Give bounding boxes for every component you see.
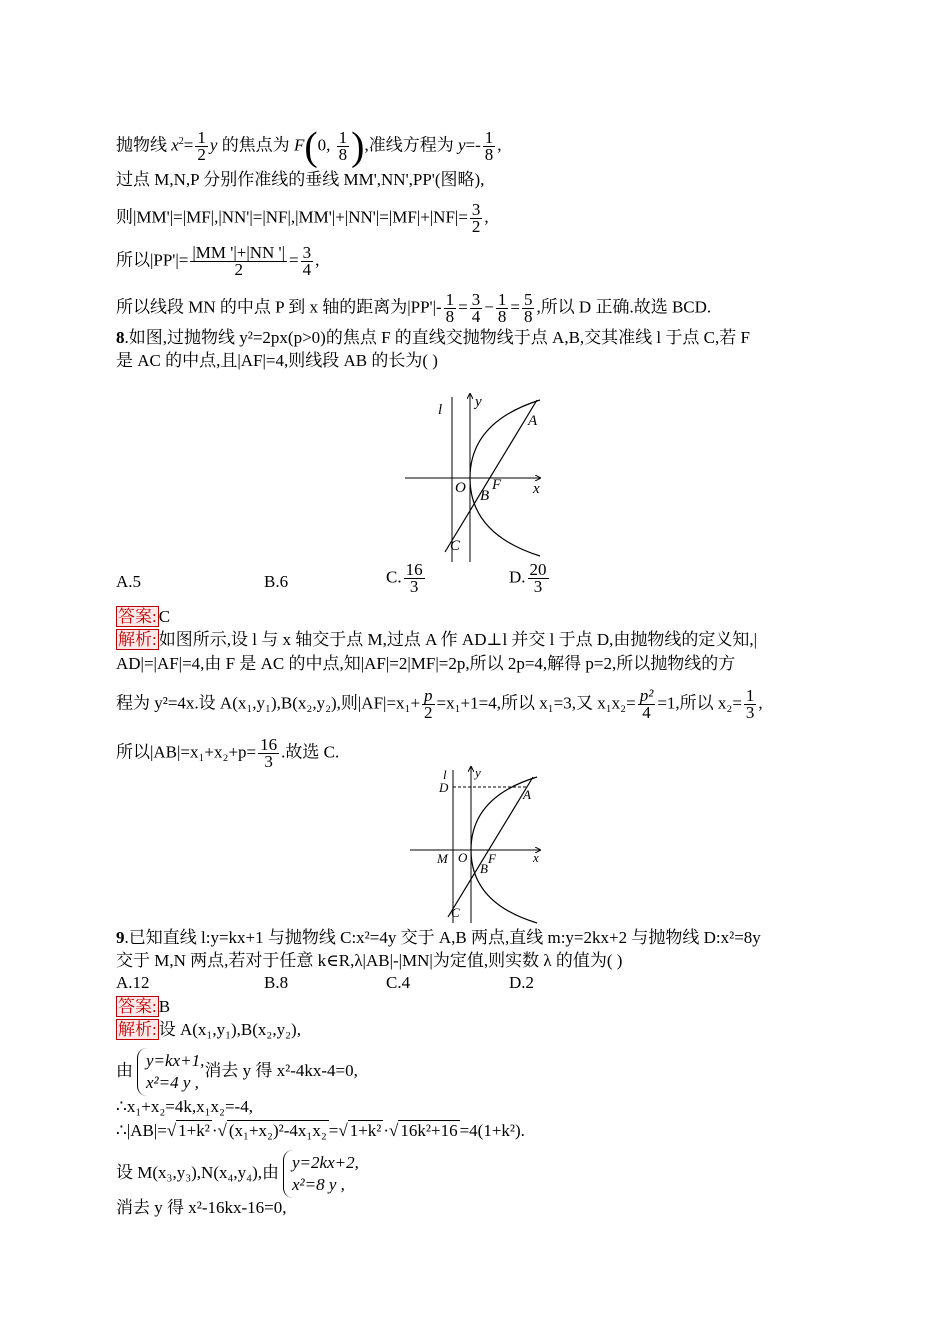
label-F: F — [492, 477, 502, 493]
label-D: D — [439, 780, 449, 795]
q8-figure — [400, 392, 560, 564]
label-F: F — [488, 851, 496, 866]
q9-option-b: B.8 — [264, 973, 289, 992]
q8-text-2: 是 AC 的中点,且|AF|=4,则线段 AB 的长为( ) — [116, 351, 438, 370]
q8-option-c: C. $\frac{16}{3}$ — [386, 560, 423, 596]
label-l: l — [438, 402, 443, 418]
label-A: A — [528, 413, 538, 429]
q9-eliminate: 消去 y 得 x²-16kx-16=0, — [116, 1198, 287, 1217]
label-B: B — [480, 861, 488, 876]
q8-text-1: 8.如图,过抛物线 y²=2px(p>0)的焦点 F 的直线交抛物线于点 A,B,交其准线 l 于点 C,若 F — [116, 328, 750, 347]
q8-analysis-3: 程为 y²=4x.设 A(x₁,y₁),B(x₂,y₂),则|AF|=x₁+ $\frac{p}{2}$ =x₁+1=4,所以 x₁=3,又 x₁x₂= $\frac{\text{p²}}{4}$ =1,所以 x₂= $\frac{1}{3}$ , — [116, 686, 763, 722]
q8-analysis-figure — [405, 765, 555, 925]
q9-answer: 答案: B — [118, 997, 171, 1016]
answer-tag: 答案: — [118, 607, 157, 626]
q9-ab-length: ∴|AB|=√ 1+k² ·√ (x₁+x₂)²-4x₁x₂ =√ 1+k² ·√ 16k²+16 =4(1+k²). — [116, 1121, 525, 1140]
q8-option-d: D. $\frac{20}{3}$ — [509, 560, 547, 596]
q9-option-a: A.12 — [116, 973, 150, 992]
q8-option-a: A.5 — [116, 572, 142, 591]
label-A: A — [523, 787, 531, 802]
label-B: B — [480, 488, 490, 504]
analysis-tag: 解析: — [118, 1020, 157, 1039]
label-y: y — [475, 394, 482, 410]
focal-line — [448, 777, 533, 917]
label-x: x — [533, 481, 540, 497]
line-perpendiculars: 过点 M,N,P 分别作准线的垂线 MM',NN',PP'(图略), — [116, 170, 485, 189]
q8-analysis-4: 所以|AB|=x₁+x₂+p= $\frac{16}{3}$ .故选 C. — [116, 735, 340, 771]
line-midpoint: 所以线段 MN 的中点 P 到 x 轴的距离为|PP'|- $\frac{1}{8}$ = $\frac{3}{4}$ − $\frac{1}{8}$ = $\frac{5}{8}$ ,所以 D 正确.故选 BCD. — [116, 290, 712, 326]
label-l: l — [443, 767, 447, 782]
q8-analysis-1: 解析: 如图所示,设 l 与 x 轴交于点 M,过点 A 作 AD⊥l 并交 l 于点 D,由抛物线的定义知,| — [118, 630, 758, 649]
label-x: x — [533, 850, 539, 865]
q8-analysis-2: AD|=|AF|=4,由 F 是 AC 的中点,知|AF|=2|MF|=2p,所以 2p=4,解得 p=2,所以抛物线的方 — [116, 654, 736, 673]
q8-option-b: B.6 — [264, 572, 289, 591]
q9-system-1: 由 y=kx+1, x²=4 y , 消去 y 得 x²-4kx-4=0, — [116, 1048, 358, 1096]
label-O: O — [458, 850, 468, 865]
line-distances: 则|MM'|=|MF|,|NN'|=|NF|,|MM'|+|NN'|=|MF|+|NF|= $\frac{3}{2}$ , — [116, 200, 489, 236]
q9-analysis-1: 解析: 设 A(x₁,y₁),B(x₂,y₂), — [118, 1020, 301, 1039]
line-focus: 抛物线 $x^2=$ $\frac{1}{2}$ y 的焦点为 F(0, $\frac{1}{8}$ ),准线方程为 y=- $\frac{1}{8}$ , — [116, 123, 502, 169]
q9-text-1: 9.已知直线 l:y=kx+1 与抛物线 C:x²=4y 交于 A,B 两点,直线 m:y=2kx+2 与抛物线 D:x²=8y — [116, 928, 761, 947]
label-M: M — [437, 851, 448, 866]
answer-tag: 答案: — [118, 997, 157, 1016]
label-y: y — [475, 765, 481, 780]
label-O: O — [455, 480, 466, 496]
q8-answer: 答案: C — [118, 607, 171, 626]
q9-text-2: 交于 M,N 两点,若对于任意 k∈R,λ|AB|-|MN|为定值,则实数 λ 的值为( ) — [116, 951, 623, 970]
analysis-tag: 解析: — [118, 630, 157, 649]
label-C: C — [450, 538, 461, 554]
q9-vieta: ∴x₁+x₂=4k,x₁x₂=-4, — [116, 1097, 253, 1116]
q9-system-2: 设 M(x₃,y₃),N(x₄,y₄),由 y=2kx+2, x²=8 y , — [116, 1150, 359, 1198]
line-pp: 所以|PP'|= $\frac{|MM '|+|NN '|}{2}$ = $\frac{3}{4}$ , — [116, 243, 320, 279]
label-C: C — [451, 905, 460, 920]
q9-option-d: D.2 — [509, 973, 535, 992]
q9-option-c: C.4 — [386, 973, 411, 992]
